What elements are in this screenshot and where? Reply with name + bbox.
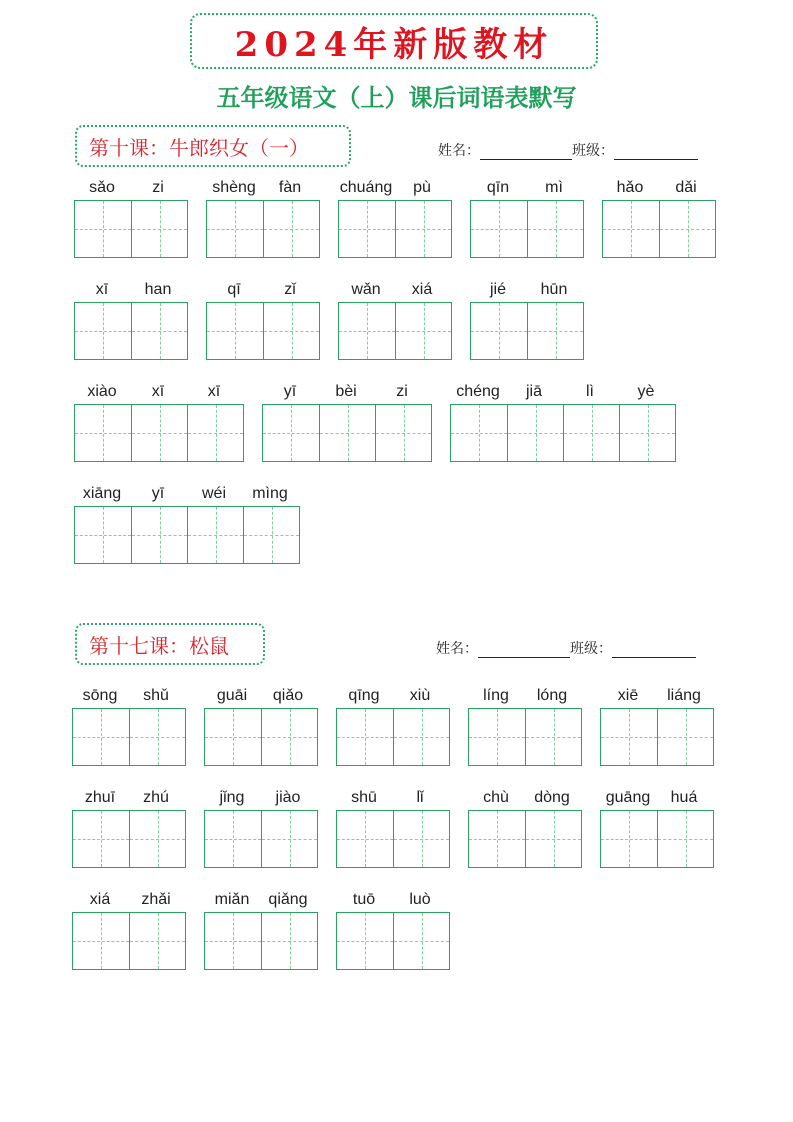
writing-cell[interactable] (129, 709, 185, 765)
word-group (204, 888, 318, 970)
pinyin-syllable: xiá (411, 281, 433, 298)
word-group (468, 684, 582, 766)
writing-grid (600, 810, 714, 868)
pinyin-row (338, 278, 452, 302)
writing-cell[interactable] (619, 405, 675, 461)
pinyin-row (470, 278, 584, 302)
pinyin-syllable: yī (151, 485, 165, 502)
writing-cell[interactable] (129, 913, 185, 969)
pinyin-syllable: han (144, 281, 172, 298)
name-blank[interactable] (478, 641, 570, 658)
writing-cell[interactable] (129, 811, 185, 867)
pinyin-syllable: xiù (409, 687, 431, 704)
pinyin-syllable: huá (670, 789, 698, 806)
pinyin-row (470, 176, 584, 200)
writing-cell[interactable] (205, 709, 261, 765)
writing-cell[interactable] (131, 405, 187, 461)
word-group (206, 278, 320, 360)
writing-cell[interactable] (375, 405, 431, 461)
pinyin-syllable: qīng (348, 687, 380, 704)
pinyin-syllable: wéi (201, 485, 226, 502)
writing-grid (338, 200, 452, 258)
pinyin-syllable: xī (207, 383, 221, 400)
pinyin-row (74, 278, 188, 302)
writing-cell[interactable] (75, 303, 131, 359)
word-group (72, 888, 186, 970)
writing-cell[interactable] (261, 709, 317, 765)
pinyin-syllable: lóng (536, 687, 568, 704)
pinyin-syllable: fàn (278, 179, 302, 196)
writing-cell[interactable] (393, 913, 449, 969)
pinyin-syllable: chuáng (339, 179, 393, 196)
pinyin-syllable: sōng (82, 687, 118, 704)
writing-cell[interactable] (469, 811, 525, 867)
word-group (336, 888, 450, 970)
word-group (72, 786, 186, 868)
word-group (600, 684, 714, 766)
pinyin-row (336, 786, 450, 810)
pinyin-syllable: dǎi (675, 179, 697, 196)
writing-cell[interactable] (451, 405, 507, 461)
writing-cell[interactable] (395, 201, 451, 257)
writing-grid (336, 912, 450, 970)
pinyin-syllable: zhǎi (141, 891, 171, 908)
name-class-row (438, 140, 698, 160)
lesson-header-17 (75, 623, 265, 665)
writing-cell[interactable] (261, 811, 317, 867)
writing-cell[interactable] (243, 507, 299, 563)
pinyin-syllable: miǎn (214, 891, 250, 908)
pinyin-syllable: zhuī (84, 789, 116, 806)
writing-cell[interactable] (337, 811, 393, 867)
pinyin-syllable: xī (151, 383, 165, 400)
writing-cell[interactable] (395, 303, 451, 359)
pinyin-syllable: jiā (525, 383, 542, 400)
writing-cell[interactable] (527, 303, 583, 359)
pinyin-syllable: jiào (275, 789, 301, 806)
word-group (74, 482, 300, 564)
writing-cell[interactable] (657, 709, 713, 765)
pinyin-syllable: guāng (605, 789, 651, 806)
pinyin-row (262, 380, 432, 404)
writing-cell[interactable] (337, 913, 393, 969)
pinyin-syllable: chù (483, 789, 509, 806)
writing-cell[interactable] (339, 303, 395, 359)
writing-cell[interactable] (563, 405, 619, 461)
word-group (336, 684, 450, 766)
pinyin-syllable: zi (152, 179, 164, 196)
page-title: 2024年新版教材 (234, 24, 554, 65)
writing-cell[interactable] (657, 811, 713, 867)
writing-cell[interactable] (469, 709, 525, 765)
pinyin-row (600, 786, 714, 810)
word-group (74, 176, 188, 258)
lesson-title: 第十七课：松鼠 (89, 633, 229, 658)
pinyin-syllable: líng (483, 687, 509, 704)
writing-cell[interactable] (601, 709, 657, 765)
writing-grid (470, 302, 584, 360)
writing-grid (206, 200, 320, 258)
writing-cell[interactable] (205, 913, 261, 969)
pinyin-row (72, 684, 186, 708)
writing-grid (74, 302, 188, 360)
writing-cell[interactable] (393, 709, 449, 765)
title-box (190, 13, 598, 69)
pinyin-row (600, 684, 714, 708)
writing-cell[interactable] (75, 405, 131, 461)
writing-cell[interactable] (603, 201, 659, 257)
pinyin-syllable: yī (283, 383, 297, 400)
pinyin-syllable: zǐ (284, 281, 296, 298)
writing-grid (74, 506, 300, 564)
pinyin-syllable: qīn (486, 179, 510, 196)
pinyin-row (338, 176, 452, 200)
writing-cell[interactable] (73, 811, 129, 867)
writing-cell[interactable] (527, 201, 583, 257)
writing-cell[interactable] (319, 405, 375, 461)
word-group (468, 786, 582, 868)
pinyin-syllable: liáng (667, 687, 701, 704)
writing-cell[interactable] (263, 405, 319, 461)
writing-grid (72, 810, 186, 868)
writing-grid (206, 302, 320, 360)
word-group (204, 786, 318, 868)
pinyin-row (468, 684, 582, 708)
writing-cell[interactable] (73, 709, 129, 765)
pinyin-row (336, 888, 450, 912)
pinyin-syllable: dòng (534, 789, 570, 806)
word-group (262, 380, 432, 462)
writing-cell[interactable] (187, 405, 243, 461)
writing-grid (336, 810, 450, 868)
writing-grid (338, 302, 452, 360)
writing-grid (262, 404, 432, 462)
pinyin-syllable: bèi (335, 383, 357, 400)
writing-cell[interactable] (207, 303, 263, 359)
pinyin-syllable: lì (586, 383, 594, 400)
writing-cell[interactable] (525, 811, 581, 867)
writing-grid (600, 708, 714, 766)
pinyin-row (450, 380, 676, 404)
lesson-header-10 (75, 125, 351, 167)
pinyin-syllable: yè (637, 383, 655, 400)
word-group (470, 176, 584, 258)
writing-grid (72, 708, 186, 766)
pinyin-row (74, 176, 188, 200)
word-group (600, 786, 714, 868)
writing-cell[interactable] (75, 507, 131, 563)
writing-cell[interactable] (205, 811, 261, 867)
pinyin-syllable: shū (351, 789, 377, 806)
writing-cell[interactable] (601, 811, 657, 867)
pinyin-syllable: xiāng (82, 485, 122, 502)
word-group (336, 786, 450, 868)
pinyin-syllable: wǎn (351, 281, 381, 298)
pinyin-syllable: xī (95, 281, 109, 298)
writing-grid (72, 912, 186, 970)
writing-cell[interactable] (263, 303, 319, 359)
writing-cell[interactable] (337, 709, 393, 765)
class-label: 班级： (572, 143, 614, 159)
pinyin-syllable: xiá (89, 891, 111, 908)
pinyin-syllable: qiǎng (268, 891, 308, 908)
writing-cell[interactable] (131, 303, 187, 359)
writing-cell[interactable] (393, 811, 449, 867)
class-blank[interactable] (614, 143, 698, 160)
writing-cell[interactable] (507, 405, 563, 461)
pinyin-row (204, 684, 318, 708)
pinyin-syllable: mì (545, 179, 563, 196)
word-group (206, 176, 320, 258)
writing-grid (450, 404, 676, 462)
pinyin-syllable: chéng (456, 383, 500, 400)
pinyin-syllable: zi (396, 383, 408, 400)
pinyin-row (468, 786, 582, 810)
writing-cell[interactable] (131, 507, 187, 563)
writing-cell[interactable] (187, 507, 243, 563)
pinyin-syllable: luò (409, 891, 431, 908)
pinyin-row (206, 176, 320, 200)
word-group (74, 380, 244, 462)
writing-cell[interactable] (207, 201, 263, 257)
writing-grid (468, 708, 582, 766)
pinyin-syllable: shǔ (143, 687, 169, 704)
writing-grid (204, 810, 318, 868)
pinyin-syllable: sǎo (89, 179, 115, 196)
pinyin-syllable: qī (227, 281, 241, 298)
word-group (74, 278, 188, 360)
word-group (602, 176, 716, 258)
word-group (338, 176, 452, 258)
pinyin-row (602, 176, 716, 200)
class-blank[interactable] (612, 641, 696, 658)
writing-cell[interactable] (75, 201, 131, 257)
writing-grid (74, 200, 188, 258)
writing-grid (470, 200, 584, 258)
pinyin-syllable: lǐ (416, 789, 424, 806)
pinyin-row (204, 786, 318, 810)
pinyin-syllable: jié (489, 281, 506, 298)
pinyin-row (206, 278, 320, 302)
writing-cell[interactable] (263, 201, 319, 257)
lesson-title: 第十课：牛郎织女（一） (89, 135, 309, 160)
pinyin-row (336, 684, 450, 708)
writing-cell[interactable] (525, 709, 581, 765)
pinyin-syllable: shèng (212, 179, 256, 196)
writing-cell[interactable] (339, 201, 395, 257)
word-group (470, 278, 584, 360)
writing-cell[interactable] (471, 303, 527, 359)
pinyin-row (72, 786, 186, 810)
pinyin-syllable: hūn (540, 281, 568, 298)
pinyin-syllable: xiào (87, 383, 117, 400)
writing-cell[interactable] (261, 913, 317, 969)
writing-grid (468, 810, 582, 868)
word-group (204, 684, 318, 766)
writing-cell[interactable] (131, 201, 187, 257)
pinyin-syllable: jǐng (219, 789, 245, 806)
pinyin-syllable: tuō (352, 891, 376, 908)
writing-grid (204, 912, 318, 970)
name-label: 姓名： (436, 641, 478, 657)
pinyin-syllable: mìng (252, 485, 288, 502)
writing-grid (204, 708, 318, 766)
writing-grid (74, 404, 244, 462)
pinyin-syllable: zhú (143, 789, 169, 806)
writing-grid (602, 200, 716, 258)
class-label: 班级： (570, 641, 612, 657)
pinyin-row (72, 888, 186, 912)
pinyin-row (204, 888, 318, 912)
pinyin-syllable: guāi (216, 687, 248, 704)
writing-cell[interactable] (471, 201, 527, 257)
pinyin-row (74, 482, 300, 506)
writing-cell[interactable] (73, 913, 129, 969)
pinyin-syllable: hǎo (616, 179, 644, 196)
name-blank[interactable] (480, 143, 572, 160)
pinyin-syllable: xiē (617, 687, 639, 704)
pinyin-row (74, 380, 244, 404)
page-subtitle: 五年级语文（上）课后词语表默写 (216, 84, 577, 112)
pinyin-syllable: qiǎo (272, 687, 304, 704)
name-label: 姓名： (438, 143, 480, 159)
pinyin-syllable: pù (413, 179, 431, 196)
name-class-row (436, 638, 696, 658)
word-group (450, 380, 676, 462)
word-group (72, 684, 186, 766)
word-group (338, 278, 452, 360)
writing-grid (336, 708, 450, 766)
writing-cell[interactable] (659, 201, 715, 257)
